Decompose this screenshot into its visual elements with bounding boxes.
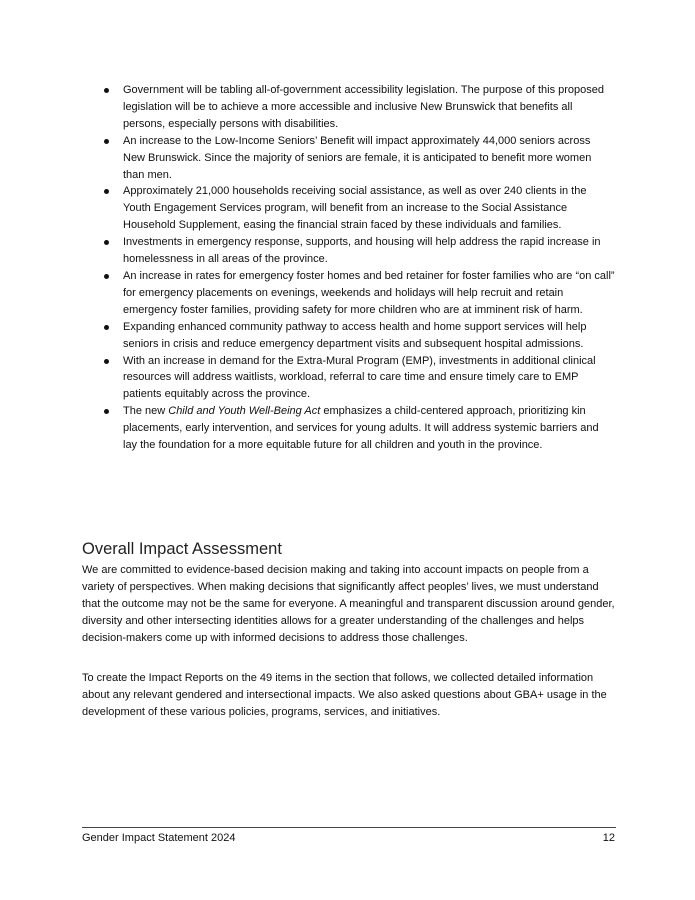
- bullet-icon: [104, 359, 109, 364]
- bullet-icon: [104, 325, 109, 330]
- bullet-icon: [104, 409, 109, 414]
- bullet-text: Approximately 21,000 households receiving social assistance, as well as over 240 clients in the Youth Engagement Services program, will benefit from an increase to the Social Assistance Household Supplement, easing the financial strain faced by these individuals and families.: [123, 185, 587, 232]
- bullet-icon: [104, 240, 109, 245]
- bullet-list: [100, 82, 615, 454]
- bullet-text: An increase in rates for emergency foster homes and bed retainer for foster families who are “on call” for emergency placements on evenings, weekends and holidays will help recruit and retain emergency foster families, providing safety for more children who are at imminent risk of harm.: [123, 269, 615, 316]
- bullet-text-suffix: emphasizes a child-centered approach, prioritizing kin placements, early intervention, and services for young adults. It will address systemic barriers and lay the foundation for a more equitable future for all children and youth in the province.: [123, 405, 599, 452]
- footer-divider: [82, 827, 616, 828]
- list-item: [100, 353, 615, 404]
- list-item: [100, 183, 615, 234]
- bullet-text: Investments in emergency response, supports, and housing will help address the rapid increase in homelessness in all areas of the province.: [123, 236, 601, 266]
- bullet-icon: [104, 189, 109, 194]
- paragraph: To create the Impact Reports on the 49 items in the section that follows, we collected detailed information about any relevant gendered and intersectional impacts. We also asked questions about GBA+ usage in the development of these various policies, programs, services, and initiatives.: [82, 672, 607, 718]
- list-item: [100, 234, 615, 268]
- bullet-icon: [104, 139, 109, 144]
- list-item: [100, 319, 615, 353]
- list-item: [100, 133, 615, 184]
- list-item: [100, 268, 615, 319]
- bullet-text: An increase to the Low-Income Seniors’ Benefit will impact approximately 44,000 seniors across New Brunswick. Since the majority of seniors are female, it is anticipated to benefit more women than men.: [123, 134, 592, 181]
- paragraph: We are committed to evidence-based decision making and taking into account impacts on people from a variety of perspectives. When making decisions that significantly affect peoples’ lives, we must understand that the outcome may not be the same for everyone. A meaningful and transparent discussion around gender, diversity and other intersecting identities allows for a greater understanding of the challenges and helps decision-makers come up with informed decisions to address those challenges.: [82, 564, 615, 644]
- list-item: [100, 403, 615, 454]
- bullet-icon: [104, 88, 109, 93]
- act-title: Child and Youth Well-Being Act: [168, 405, 321, 418]
- bullet-text: Expanding enhanced community pathway to access health and home support services will help seniors in crisis and reduce emergency department visits and subsequent hospital admissions.: [123, 320, 587, 350]
- bullet-text: Government will be tabling all-of-government accessibility legislation. The purpose of this proposed legislation will be to achieve a more accessible and inclusive New Brunswick that benefits all persons, especially persons with disabilities.: [123, 84, 604, 130]
- list-item: [100, 82, 615, 133]
- footer-title: Gender Impact Statement 2024: [82, 832, 236, 844]
- bullet-text: With an increase in demand for the Extra-Mural Program (EMP), investments in additional clinical resources will address waitlists, workload, referral to care time and ensure timely care to EMP patients equitably across the province.: [123, 354, 596, 401]
- section-heading: Overall Impact Assessment: [82, 540, 282, 558]
- page-number: 12: [602, 832, 615, 844]
- bullet-icon: [104, 274, 109, 279]
- bullet-text-prefix: The new: [123, 405, 169, 418]
